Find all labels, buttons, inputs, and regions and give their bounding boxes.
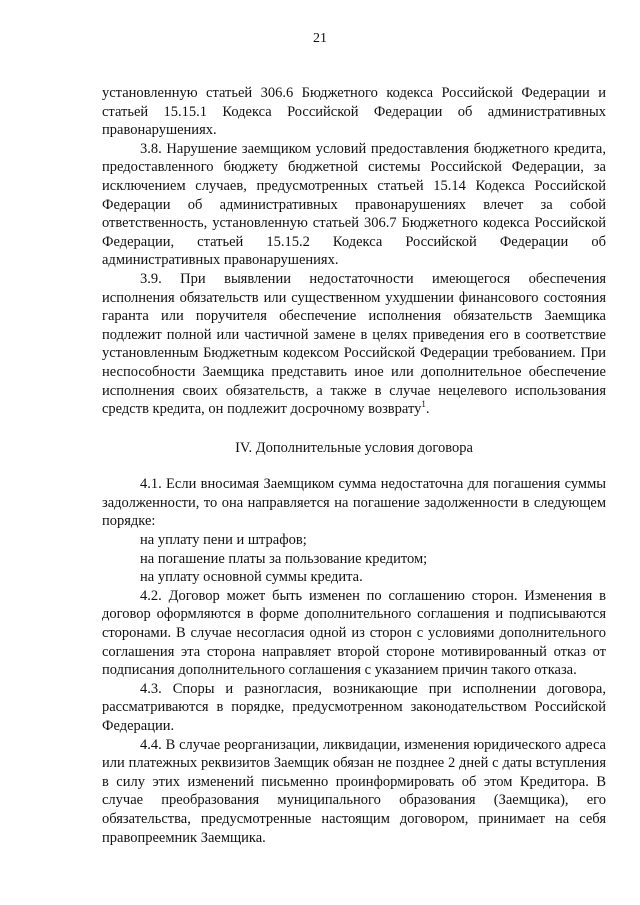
paragraph-3-9-end: . <box>425 401 430 418</box>
paragraph-3-9-text: 3.9. При выявлении недостаточности имеющегося обеспечения исполнения обязательств или существенном ухудшении финансового состояния гаранта или поручителя обеспечение исполнения обязательств Заемщика подлежит полной или частичной замене в целях приведения его в соответствие установленным Бюджетным кодексом Российской Федерации требованием. При неспособности Заемщика представить иное или дополнительное обеспечение исполнения своих обязательств, а также в случае нецелевого использования средств кредита, он подлежит досрочному возврату <box>102 270 606 418</box>
page-number: 21 <box>313 31 327 46</box>
paragraph-4-2: 4.2. Договор может быть изменен по соглашению сторон. Изменения в договор оформляются в форме дополнительного соглашения и подписываются сторонами. В случае несогласия одной из сторон с условиями дополнительного соглашения эта сторона направляет второй стороне мотивированный отказ от подписания дополнительного соглашения с указанием причин такого отказа. <box>102 587 606 679</box>
list-item: на уплату основной суммы кредита. <box>140 569 363 586</box>
paragraph-3-8: 3.8. Нарушение заемщиком условий предоставления бюджетного кредита, предоставленного бюджету бюджетной системы Российской Федерации, за исключением случаев, предусмотренных статьей 15.14 Кодекса Российской Федерации об административных правонарушениях влечет за собой ответственность, установленную статьей 306.7 Бюджетного кодекса Российской Федерации, статьей 15.15.2 Кодекса Российской Федерации об административных правонарушениях. <box>102 140 606 269</box>
list-item: на погашение платы за пользование кредитом; <box>140 550 428 567</box>
list-item: на уплату пени и штрафов; <box>140 532 307 549</box>
paragraph-4-3: 4.3. Споры и разногласия, возникающие при исполнении договора, рассматриваются в порядке, предусмотренном законодательством Российской Федерации. <box>102 680 606 734</box>
section-heading: IV. Дополнительные условия договора <box>235 439 473 456</box>
paragraph-3-9 <box>102 270 606 419</box>
paragraph-continuation: установленную статьей 306.6 Бюджетного кодекса Российской Федерации и статьей 15.15.1 Кодекса Российской Федерации об административных правонарушениях. <box>102 85 606 139</box>
paragraph-4-1: 4.1. Если вносимая Заемщиком сумма недостаточна для погашения суммы задолженности, то она направляется на погашение задолженности в следующем порядке: <box>102 476 606 530</box>
paragraph-4-4: 4.4. В случае реорганизации, ликвидации, изменения юридического адреса или платежных реквизитов Заемщик обязан не позднее 2 дней с даты вступления в силу этих изменений письменно проинформировать об этом Кредитора. В случае преобразования муниципального образования (Заемщика), его обязательства, предусмотренные настоящим договором, принимает на себя правопреемник Заемщика. <box>102 736 606 846</box>
footnote-marker[interactable]: 1 <box>421 399 426 410</box>
document-body <box>102 84 606 847</box>
